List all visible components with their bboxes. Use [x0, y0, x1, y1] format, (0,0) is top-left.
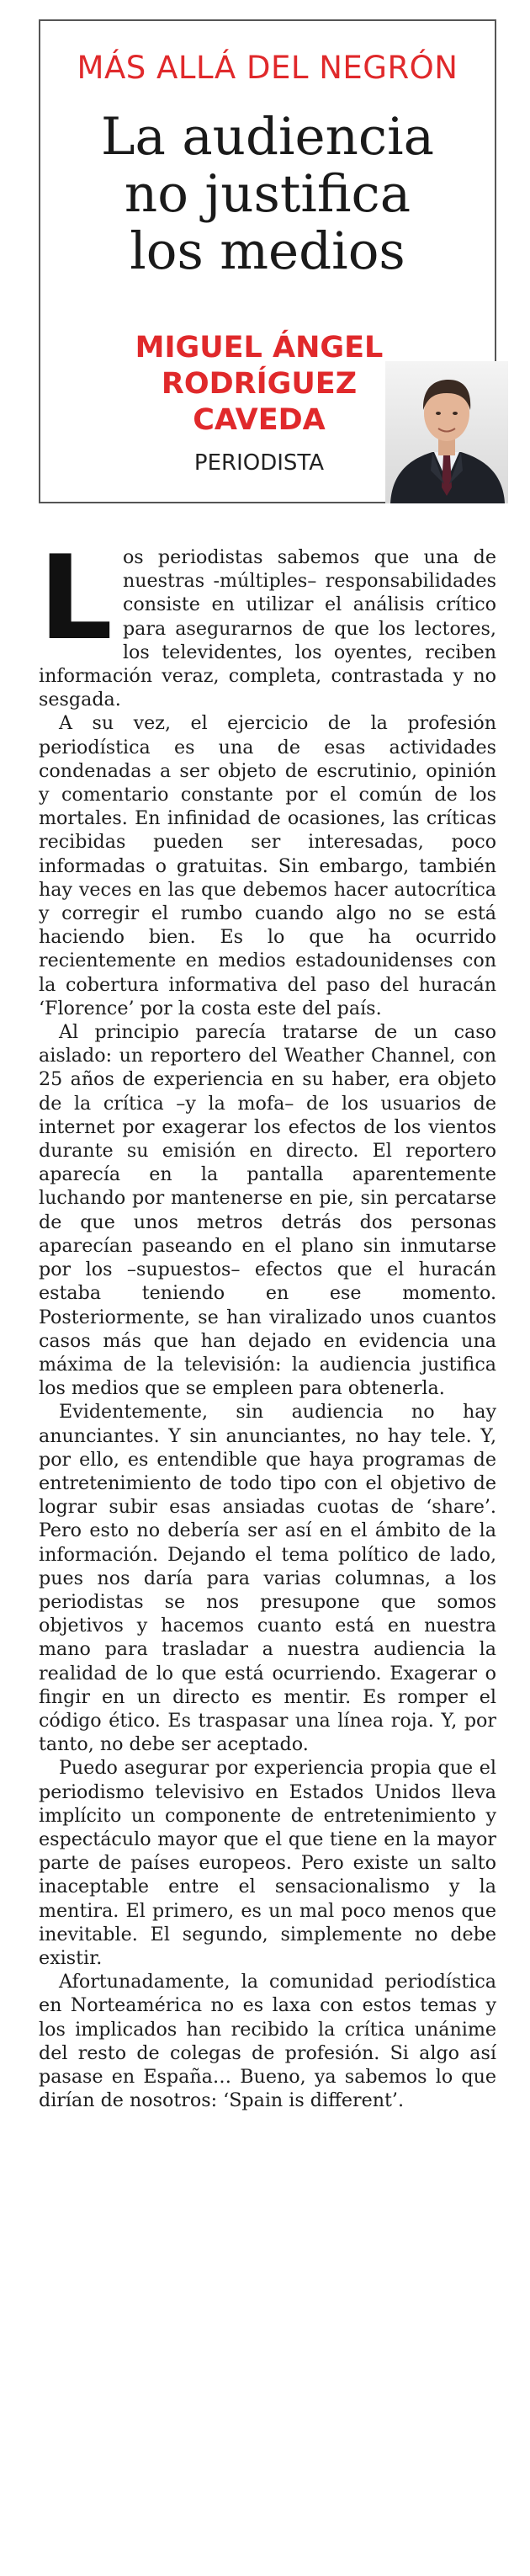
- author-name-line: MIGUEL ÁNGEL: [135, 331, 384, 365]
- article-paragraph: Puedo asegurar por experiencia propia que el periodismo televisivo en Estados Unidos lleva implícito un componente de entretenimiento y espectáculo mayor que el que tiene en la mayor parte de países europeos. Pero existe un salto inaceptable entre el sensacionalismo y la mentira. El primero, es un mal poco menos que inevitable. El segundo, simplemente no debe existir.: [39, 1757, 496, 1969]
- column-header-box: [39, 19, 496, 503]
- author-name-line: RODRÍGUEZ: [161, 367, 358, 401]
- headline-line: no justifica: [124, 164, 411, 224]
- drop-cap: L: [39, 530, 113, 666]
- article-paragraph: Al principio parecía tratarse de un caso aislado: un reportero del Weather Channel, con 25 años de experiencia en su haber, era objeto de la crítica –y la mofa– de los usuarios de internet por exagerar los efectos de los vientos durante su emisión en directo. El reportero aparecía en la pantalla aparentemente luchando por mantenerse en pie, sin percatarse de que unos metros detrás dos personas aparecían paseando en el plano sin inmutarse por los –supuestos– efectos que el huracán estaba teniendo en ese momento. Posteriormente, se han viralizado unos cuantos casos más que han dejado en evidencia una máxima de la televisión: la audiencia justifica los medios que se empleen para obtenerla.: [39, 1021, 496, 1400]
- headline: [40, 109, 495, 280]
- article-paragraph: A su vez, el ejercicio de la profesión periodística es una de esas actividades condenadas a ser objeto de escrutinio, opinión y comentario constante por el común de los mortales. En infinidad de ocasiones, las críticas recibidas pueden ser interesadas, poco informadas o gratuitas. Sin embargo, también hay veces en las que debemos hacer autocrítica y corregir el rumbo cuando algo no se está haciendo bien. Es lo que ha ocurrido recientemente en medios estadounidenses con la cobertura informativa del paso del huracán ‘Florence’ por la costa este del país.: [39, 712, 496, 1019]
- section-tag: MÁS ALLÁ DEL NEGRÓN: [77, 50, 458, 86]
- author-name: [125, 330, 394, 439]
- author-role: PERIODISTA: [193, 450, 325, 476]
- article-paragraph: Afortunadamente, la comunidad periodística en Norteamérica no es laxa con estos temas y los implicados han recibido la crítica unánime del resto de colegas de profesión. Si algo así pasase en España… Bueno, ya sabemos lo que dirían de nosotros: ‘Spain is different’.: [39, 1971, 496, 2112]
- article-paragraph: Evidentemente, sin audiencia no hay anunciantes. Y sin anunciantes, no hay tele. Y, por ello, es entendible que haya programas de entretenimiento de todo tipo con el objetivo de lograr subir esas ansiadas cuotas de ‘share’. Pero esto no debería ser así en el ámbito de la información. Dejando el tema político de lado, pues nos daría para varias columnas, a los periodistas se nos presupone que somos objetivos y hacemos cuanto está en nuestra mano para trasladar a nuestra audiencia la realidad de lo que está ocurriendo. Exagerar o fingir en un directo es mentir. Es romper el código ético. Es traspasar una línea roja. Y, por tanto, no debe ser aceptado.: [39, 1401, 496, 1756]
- author-portrait: [385, 361, 508, 503]
- article-paragraph: [39, 530, 496, 711]
- headline-line: La audiencia: [101, 107, 434, 167]
- author-name-line: CAVEDA: [193, 403, 326, 437]
- headline-line: los medios: [130, 221, 405, 281]
- article-paragraph-text: os periodistas sabemos que una de nuestras -múltiples– responsabilidades consiste en utilizar el análisis crítico para asegurarnos de que los lectores, los televidentes, los oyentes, reciben información veraz, completa, contrastada y no sesgada.: [39, 546, 496, 711]
- article-body: [39, 530, 496, 2112]
